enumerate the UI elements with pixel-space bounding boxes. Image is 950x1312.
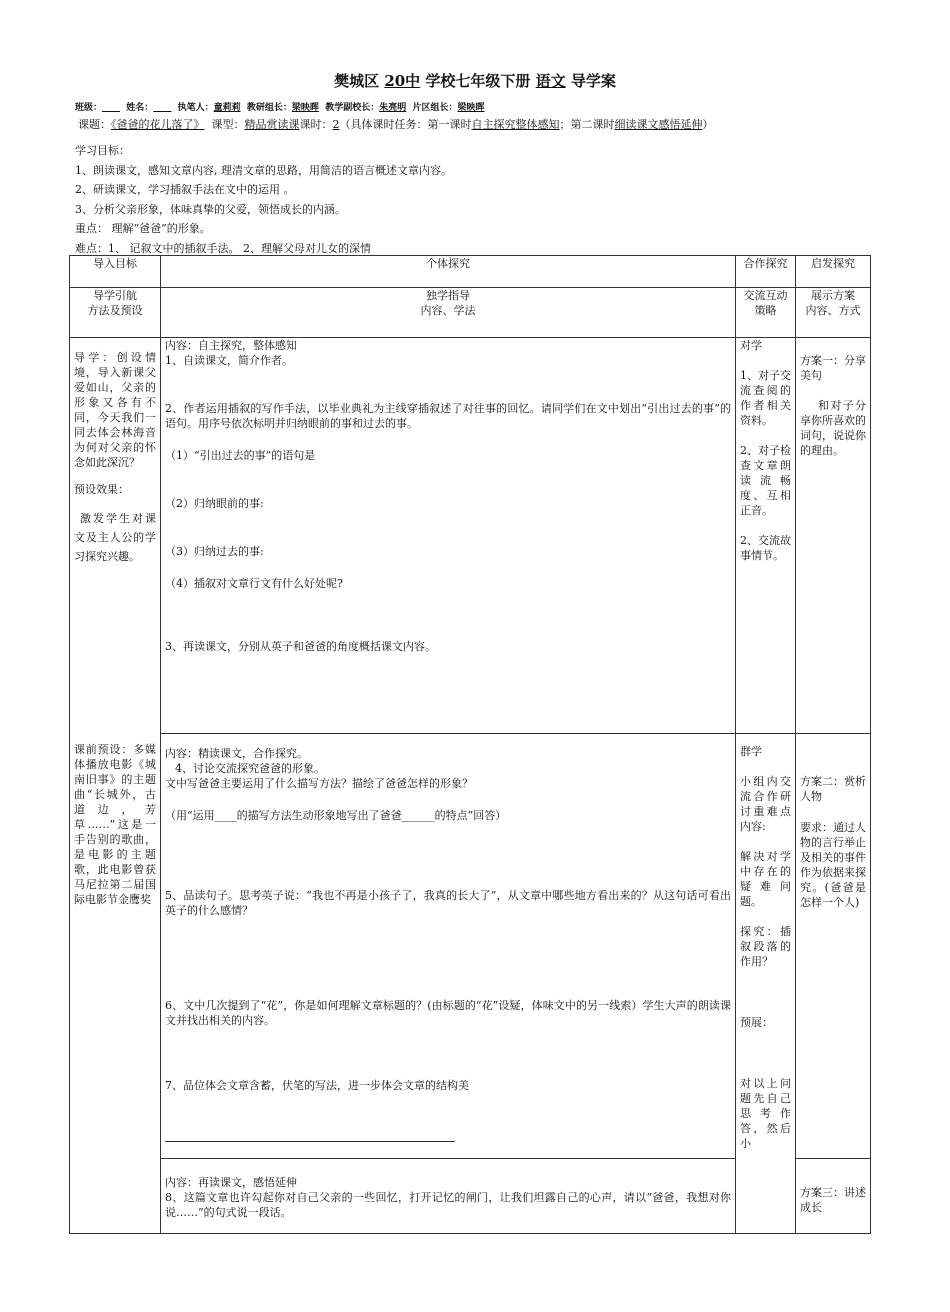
effect-text: 激发学生对课文及主人公的学习探究兴趣。: [74, 512, 156, 563]
sec1-q2c: （3）归纳过去的事:: [165, 545, 264, 558]
objectives: [75, 141, 452, 258]
col-header-inspire: 启发探究: [796, 256, 871, 288]
title-subject: 语文: [535, 72, 566, 90]
lesson-table: [69, 255, 871, 1234]
header-row-1: [70, 256, 871, 288]
objective-3: 3、分析父亲形象，体味真挚的父爱，领悟成长的内涵。: [75, 202, 346, 216]
sec2-q6: 6、文中几次提到了“花”，你是如何理解文章标题的？(由标题的“花”设疑，体味文中的另一线索）学生大声的朗读课文并找出相关的内容。: [165, 999, 731, 1027]
sec1-q3: 3、再读课文，分别从英子和爸爸的角度概括课文内容。: [165, 640, 436, 653]
coop-a4: 2、交流故事情节。: [740, 534, 791, 562]
show-b1: 方案二：赏析人物: [800, 775, 866, 803]
name-value: ____: [153, 103, 172, 113]
type-value: 精品赏读课: [244, 118, 300, 131]
task-end: ）: [702, 118, 714, 131]
author-value: 童莉莉: [213, 103, 241, 113]
research-label: 教研组长：: [246, 103, 292, 113]
district-label: 片区组长：: [412, 103, 458, 113]
title-school: 20中: [384, 72, 421, 90]
preset-text: 课前预设：多媒体播放电影《城南旧事》的主题曲“长城外，古道边，芳草……”这是一手告别的歌曲，是电影的主题歌，此电影曾获马尼拉第二届国际电影节金鹰奖: [74, 743, 156, 906]
title-district: 樊城区: [334, 72, 380, 90]
show-1-cell: [796, 338, 871, 734]
coop-2-cell: [736, 734, 796, 1234]
task2: 细读课文感悟延伸: [614, 118, 703, 131]
type-label: 课型：: [211, 118, 245, 131]
col-header-intro: 导入目标: [70, 256, 161, 288]
sec2-q4: 4、讨论交流探究爸爸的形象。: [175, 762, 325, 775]
topic-label: 课题：: [78, 118, 111, 131]
coop-b5: 预展：: [740, 1016, 773, 1029]
topic-value: 《爸爸的花儿落了》: [111, 118, 205, 131]
objectives-heading: 学习目标：: [75, 144, 130, 157]
sec2-q4b: （用“运用____的描写方法生动形象地写出了爸爸______的特点”回答）: [165, 809, 507, 822]
coop-c1: 对以上问题先自己思考作答，然后小: [740, 1077, 791, 1150]
sec2-q7: 7、品位体会文章含蓄，伏笔的写法，进一步体会文章的结构美: [165, 1079, 469, 1092]
title-grade: 学校七年级下册: [425, 72, 531, 90]
sec1-q2a: （1）“引出过去的事”的语句是: [165, 449, 316, 462]
hours-value: 2: [332, 118, 340, 131]
page-title: [0, 70, 950, 91]
objective-1: 1、朗读课文，感知文章内容, 理清文章的思路，用简洁的语言概述文章内容。: [75, 163, 452, 177]
sec1-head: 内容：自主探究，整体感知: [165, 339, 297, 352]
section-3-cell: [161, 1159, 736, 1234]
coop-b1: 群学: [740, 745, 762, 758]
subheader-exchange: 交流互动 策略: [736, 288, 796, 338]
subheader-display: 展示方案 内容、方式: [796, 288, 871, 338]
col-header-individual: 个体探究: [161, 256, 736, 288]
sec1-q1: 1、自读课文，简介作者。: [165, 354, 293, 367]
author-label: 执笔人：: [177, 103, 214, 113]
hours-label: 课时：: [299, 118, 333, 131]
subheader-self-study: 独学指导 内容、学法: [161, 288, 736, 338]
show-2-cell: [796, 734, 871, 1159]
show-c1: 方案三：讲述成长: [800, 1186, 866, 1214]
task-mid: ；第二课时: [559, 118, 615, 131]
district-value: 梁映晖: [457, 103, 485, 113]
show-3-cell: [796, 1159, 871, 1234]
coop-a1: 对学: [740, 339, 762, 352]
section-row-2: [70, 734, 871, 1159]
answer-line: [165, 1141, 455, 1142]
coop-a3: 2、对子检查文章朗读流畅度、互相正音。: [740, 444, 791, 517]
show-a1: 方案一：分享美句: [800, 354, 866, 382]
course-info-line: [78, 116, 714, 132]
sec3-head: 内容：再读课文，感悟延伸: [165, 1176, 297, 1189]
show-a2: 和对子分享你所喜欢的词句，说说你的理由。: [800, 399, 866, 457]
sec2-q5: 5、品读句子。思考英子说：“我也不再是小孩子了，我真的长大了”，从文章中哪些地方看出来的？从这句话可看出英子的什么感情？: [165, 889, 731, 917]
coop-b4: 探究：插叙段落的作用？: [740, 925, 791, 968]
section-1-cell: [161, 338, 736, 734]
vice-label: 教学副校长：: [325, 103, 380, 113]
key-point: 重点： 理解“爸爸”的形象。: [75, 222, 211, 235]
staff-info-line: [75, 100, 485, 113]
name-label: 姓名：: [126, 103, 154, 113]
class-label: 班级：: [75, 103, 103, 113]
class-value: ____: [102, 103, 121, 113]
sec1-q2d: （4）插叙对文章行文有什么好处呢?: [165, 577, 343, 590]
sec1-q2: 2、作者运用插叙的写作手法，以毕业典礼为主线穿插叙述了对往事的回忆。请同学们在文中划出“引出过去的事”的语句。用序号依次标明并归纳眼前的事和过去的事。: [165, 402, 731, 430]
sec2-head: 内容：精读课文，合作探究。: [165, 747, 308, 760]
sec2-q4a: 文中写爸爸主要运用了什么描写方法？描绘了爸爸怎样的形象？: [165, 777, 473, 790]
show-b2: 要求：通过人物的言行举止及相关的事件作为依据来探究。(爸爸是怎样一个人): [800, 821, 866, 909]
header-row-2: [70, 288, 871, 338]
sec1-q2b: （2）归纳眼前的事:: [165, 497, 264, 510]
difficult-point: 难点：1、 记叙文中的插叙手法。 2、理解父母对儿女的深情: [75, 241, 371, 255]
task1: 自主探究整体感知: [471, 118, 560, 131]
coop-1-cell: [736, 338, 796, 734]
intro-text: 导学：创设情境，导入新课父爱如山，父亲的形象又各有不同，今天我们一同去体会林海音为何对父亲的怀念如此深沉？: [74, 351, 156, 469]
col-header-cooperative: 合作探究: [736, 256, 796, 288]
intro-cell: [70, 338, 161, 1234]
vice-value: 朱亮明: [379, 103, 407, 113]
objective-2: 2、研读课文，学习插叙手法在文中的运用 。: [75, 183, 295, 196]
title-suffix: 导学案: [570, 72, 616, 90]
section-row-1: [70, 338, 871, 734]
coop-b2: 小组内交流合作研讨重难点内容:: [740, 775, 791, 833]
research-value: 梁映晖: [291, 103, 319, 113]
subheader-guide: 导学引航 方法及预设: [70, 288, 161, 338]
coop-a2: 1、对子交流查阅的作者相关资料。: [740, 369, 791, 427]
task-text: （具体课时任务：第一课时: [339, 118, 472, 131]
sec3-q8: 8、这篇文章也许勾起你对自己父亲的一些回忆，打开记忆的闸门，让我们坦露自己的心声，请以“爸爸，我想对你说……”的句式说一段话。: [165, 1191, 731, 1219]
section-2-cell: [161, 734, 736, 1159]
coop-b3: 解决对学中存在的疑难问题。: [740, 850, 791, 908]
effect-label: 预设效果：: [74, 483, 129, 496]
